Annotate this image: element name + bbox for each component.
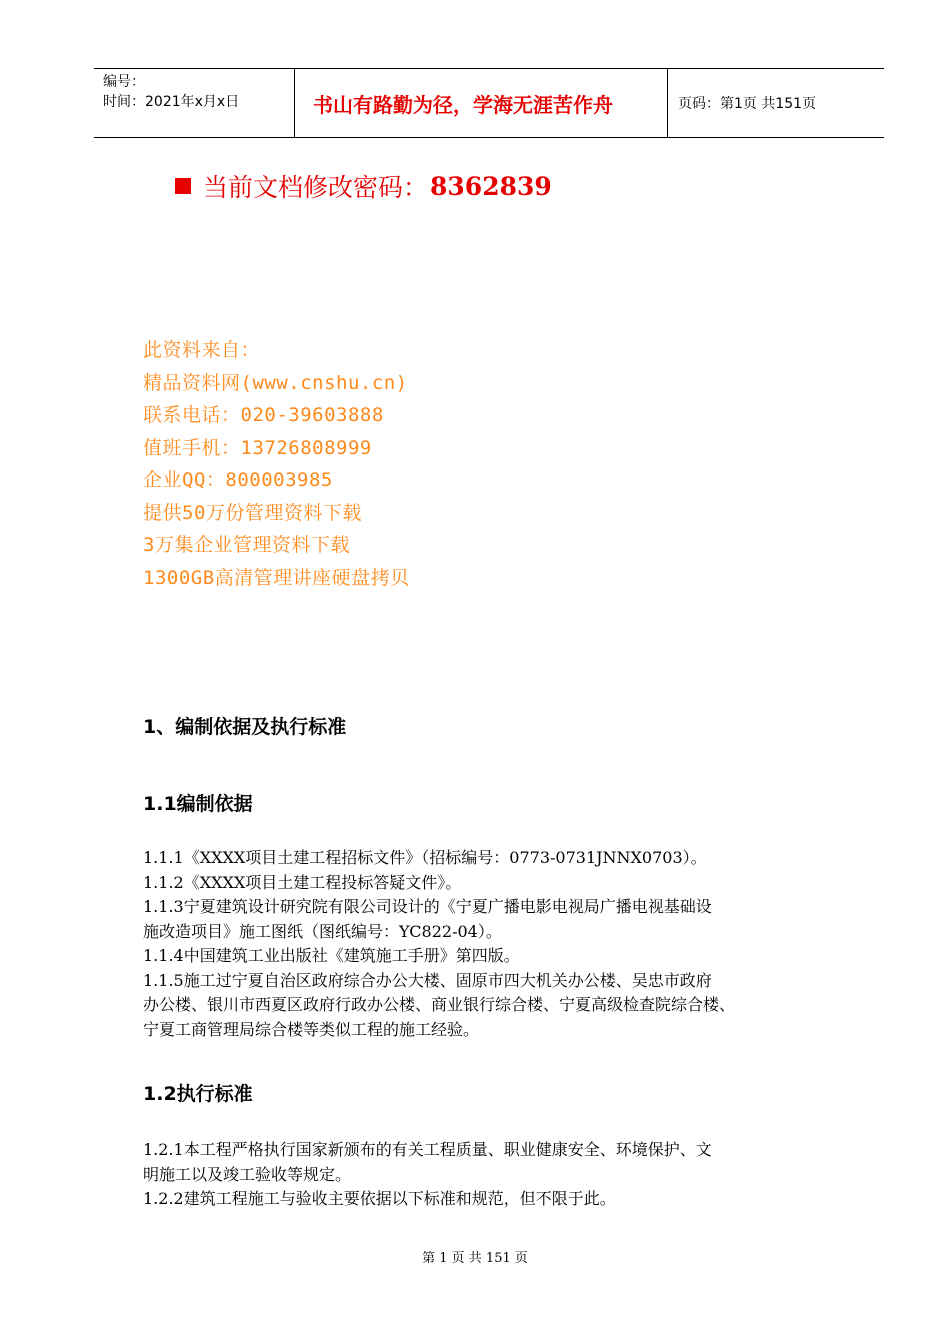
paragraph-line: 1.2.2建筑工程施工与验收主要依据以下标准和规范，但不限于此。 [143,1189,616,1208]
password-notice [175,168,552,204]
header-page-info [668,69,884,137]
paragraph-line: 1.1.4中国建筑工业出版社《建筑施工手册》第四版。 [143,946,520,965]
promo-line: 此资料来自： [143,339,261,361]
document-number-label: 编号： [103,74,145,90]
paragraph-line: 明施工以及竣工验收等规定。 [143,1164,352,1184]
section-1-2-heading: 1.2执行标准 [143,1083,253,1105]
promo-mobile-line: 值班手机：13726808999 [143,436,372,459]
section-1-heading: 1、编制依据及执行标准 [143,716,347,738]
paragraph-line: 1.2.1本工程严格执行国家新颁布的有关工程质量、职业健康安全、环境保护、文 [143,1140,712,1159]
document-header [94,68,884,138]
paragraph-line: 1.1.2《XXXX项目土建工程投标答疑文件》。 [143,872,462,892]
paragraph-line: 1.1.5施工过宁夏自治区政府综合办公大楼、固原市四大机关办公楼、吴忠市政府 [143,970,712,990]
paragraph-line: 施改造项目》施工图纸（图纸编号：YC822-04）。 [143,921,502,941]
page-info-text: 页码：第1页 共151页 [678,96,817,112]
password-value: 8362839 [430,171,552,201]
password-label: 当前文档修改密码： [203,173,429,202]
promo-line: 3万集企业管理资料下载 [143,534,350,556]
section-1-1-body [143,846,853,1042]
promo-phone-line: 联系电话：020-39603888 [143,404,384,426]
paragraph-line: 1.1.3宁夏建筑设计研究院有限公司设计的《宁夏广播电影电视局广播电视基础设 [143,897,712,916]
header-motto [295,69,668,137]
paragraph-line: 办公楼、银川市西夏区政府行政办公楼、商业银行综合楼、宁夏高级检查院综合楼、 [143,995,736,1014]
header-left-cell [94,69,295,137]
motto-text: 书山有路勤为径，学海无涯苦作舟 [313,92,613,117]
footer-page-number: 第 1 页 共 151 页 [422,1251,528,1266]
page-footer [0,1247,950,1266]
promo-line: 1300GB高清管理讲座硬盘拷贝 [143,566,410,589]
promo-line: 提供50万份管理资料下载 [143,501,362,524]
section-1-2-body [143,1138,853,1212]
paragraph-line: 宁夏工商管理局综合楼等类似工程的施工经验。 [143,1019,480,1039]
promo-block [143,334,410,594]
document-time-label: 时间：2021年x月x日 [103,94,240,110]
paragraph-line: 1.1.1《XXXX项目土建工程招标文件》（招标编号：0773-0731JNNX0703）。 [143,848,707,867]
promo-qq-line: 企业QQ：800003985 [143,469,333,491]
promo-website-line: 精品资料网(www.cnshu.cn) [143,371,408,394]
section-1-1-heading: 1.1编制依据 [143,793,253,815]
square-bullet-icon [175,178,191,194]
